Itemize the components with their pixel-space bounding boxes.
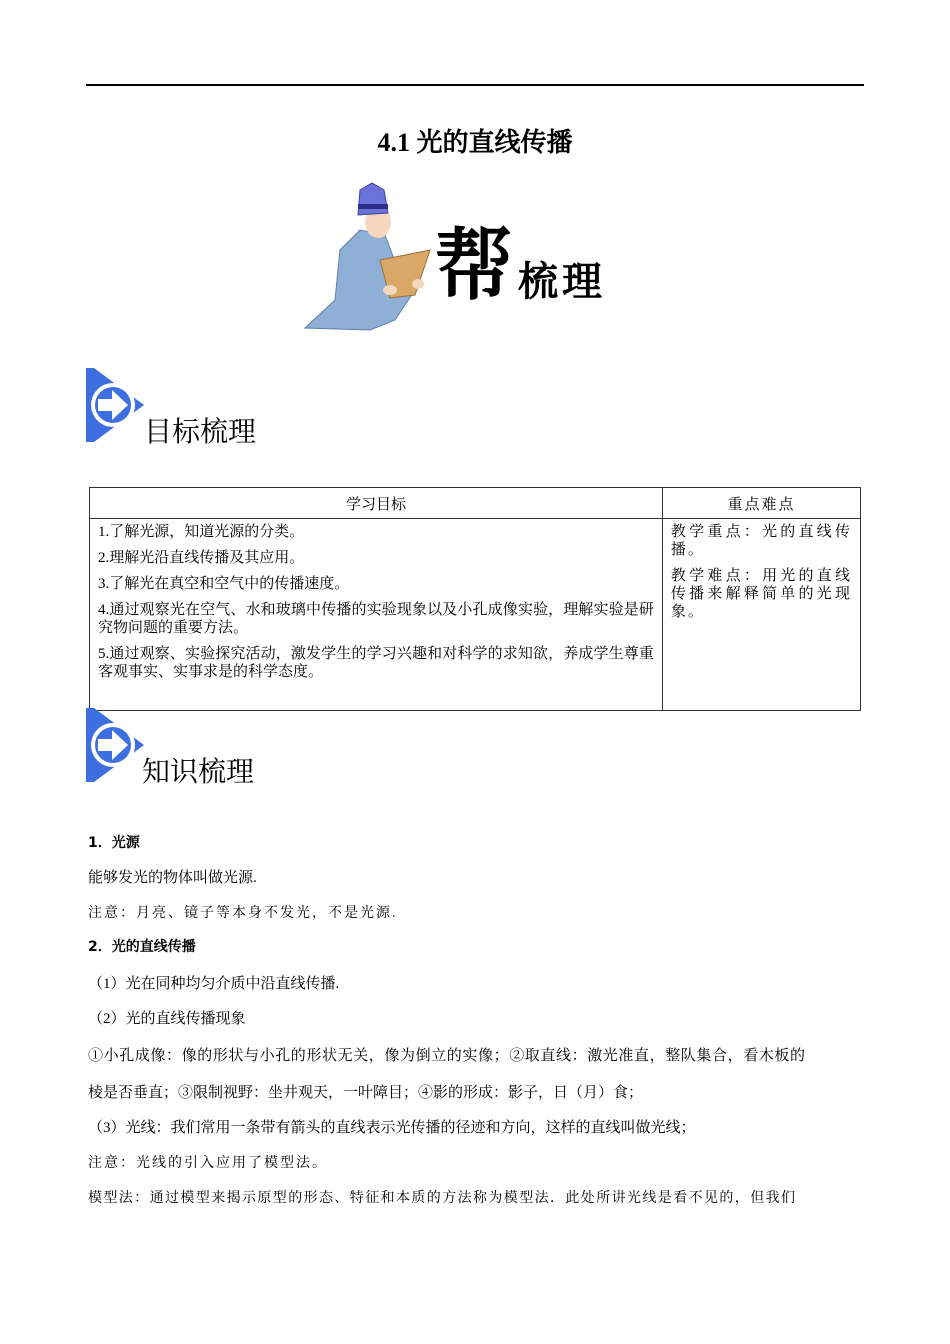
note: 注意：月亮、镜子等本身不发光，不是光源.: [88, 906, 398, 921]
section-title-knowledge: 知识梳理: [142, 755, 255, 788]
paragraph: （3）光线：我们常用一条带有箭头的直线表示光传播的径迹和方向，这样的直线叫做光线；: [88, 1120, 696, 1136]
svg-text:帮: 帮: [435, 220, 514, 311]
goals-table: [89, 487, 861, 711]
header-learning-goals: 学习目标: [90, 488, 663, 519]
heading-rectilinear-propagation: 2．光的直线传播: [88, 939, 196, 955]
page-title: 4.1 光的直线传播: [377, 128, 573, 157]
objective-item: 4.通过观察光在空气、水和玻璃中传播的实验现象以及小孔成像实验，理解实验是研究物问题的重要方法。: [98, 602, 654, 636]
key-point-item: 教学难点：用光的直线传播来解释简单的光现象。: [670, 568, 852, 620]
objective-item: 1.了解光源，知道光源的分类。: [98, 524, 305, 540]
paragraph: 能够发光的物体叫做光源.: [88, 870, 257, 886]
arrow-circle-icon: [86, 708, 144, 782]
objective-item: 5.通过观察、实验探究活动，激发学生的学习兴趣和对科学的求知欲，养成学生尊重客观事实、实事求是的科学态度。: [98, 646, 654, 680]
paragraph: （2）光的直线传播现象: [88, 1011, 246, 1027]
header-key-points: 重点难点: [662, 488, 860, 519]
section-goals: [86, 368, 386, 448]
paragraph: （1）光在同种均匀介质中沿直线传播.: [88, 976, 340, 992]
banner: [300, 180, 630, 335]
paragraph: ①小孔成像：像的形状与小孔的形状无关，像为倒立的实像；②取直线：激光准直，整队集合，看木板的: [88, 1048, 806, 1064]
objectives-cell: [90, 519, 663, 711]
scholar-illustration-icon: [300, 180, 630, 335]
paragraph: 棱是否垂直；③限制视野：坐井观天，一叶障目；④影的形成：影子，日（月）食；: [88, 1085, 644, 1101]
note: 注意：光线的引入应用了模型法。: [88, 1156, 328, 1171]
paragraph: 模型法：通过模型来揭示原型的形态、特征和本质的方法称为模型法．此处所讲光线是看不见的，但我们: [88, 1191, 797, 1206]
header-rule: [86, 84, 864, 86]
key-points-cell: [662, 519, 860, 711]
svg-text:梳理: 梳理: [518, 258, 606, 305]
key-point-item: 教学重点：光的直线传播。: [670, 524, 852, 558]
objective-item: 3.了解光在真空和空气中的传播速度。: [98, 576, 350, 592]
objective-item: 2.理解光沿直线传播及其应用。: [98, 550, 305, 566]
section-knowledge: [86, 708, 386, 788]
arrow-circle-icon: [86, 368, 144, 442]
heading-light-source: 1．光源: [88, 835, 140, 851]
section-title-goals: 目标梳理: [144, 415, 257, 448]
